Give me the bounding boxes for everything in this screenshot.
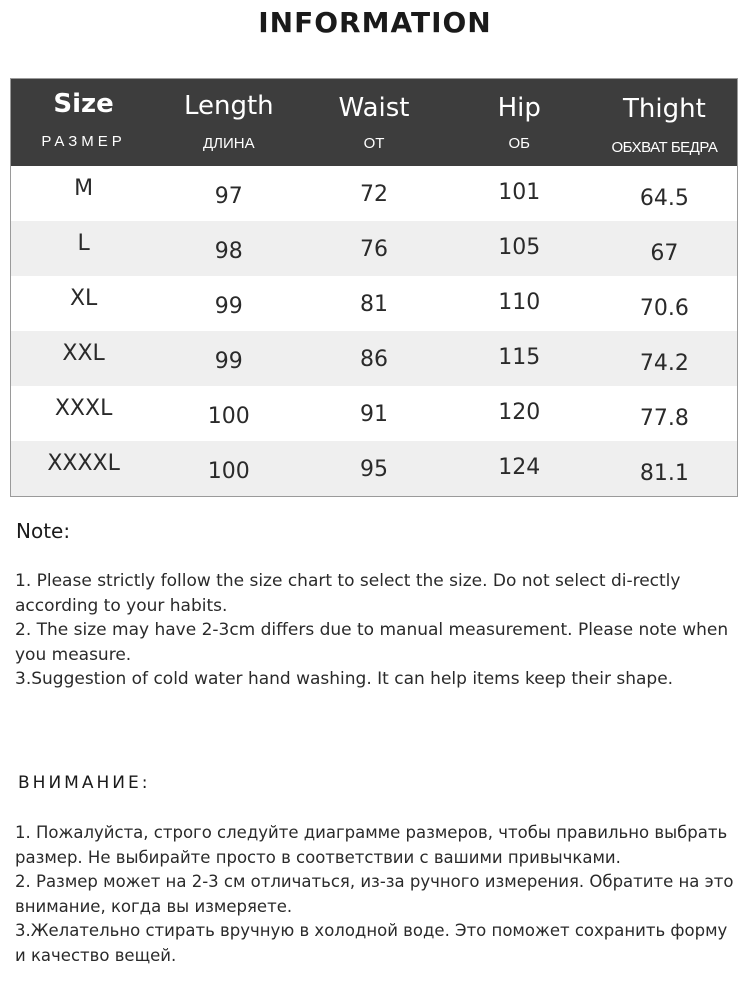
cell-length: 98 (214, 239, 243, 264)
header-size (11, 79, 156, 166)
table-row (11, 386, 737, 441)
table-row (11, 276, 737, 331)
cell-hip: 101 (498, 180, 541, 205)
header-hip-ru: ОБ (508, 135, 530, 152)
header-thigh-ru: ОБХВАТ БЕДРА (611, 139, 718, 156)
cell-waist: 91 (360, 402, 388, 427)
note-item: 1. Please strictly follow the size chart to select the size. Do not select di-rectly according to your habits. (15, 571, 681, 616)
header-hip-en: Hip (497, 93, 541, 123)
cell-length: 100 (207, 459, 250, 484)
cell-size: XL (69, 286, 98, 311)
note-list (15, 569, 735, 692)
cell-hip: 115 (498, 345, 541, 370)
cell-waist: 86 (360, 347, 388, 372)
cell-waist: 72 (360, 182, 388, 207)
table-row (11, 221, 737, 276)
cell-size: XXXL (54, 396, 113, 421)
notice-ru-list (15, 821, 740, 968)
table-row (11, 331, 737, 386)
header-thigh (592, 79, 737, 166)
header-length-ru: ДЛИНА (202, 135, 255, 152)
header-size-ru: РАЗМЕР (41, 133, 126, 150)
page-title: INFORMATION (258, 6, 492, 39)
table-header (11, 79, 737, 166)
cell-thigh: 67 (650, 241, 679, 266)
cell-hip: 124 (498, 455, 541, 480)
note-heading: Note: (16, 519, 71, 543)
cell-hip: 110 (498, 290, 541, 315)
header-hip (447, 79, 592, 166)
header-length (156, 79, 301, 166)
header-size-en: Size (53, 89, 114, 119)
cell-size: L (77, 231, 90, 256)
notice-ru-heading: ВНИМАНИЕ: (18, 773, 151, 793)
table-body (11, 166, 737, 496)
table-row (11, 441, 737, 496)
cell-waist: 95 (360, 457, 388, 482)
notice-ru-item: 2. Размер может на 2-3 см отличаться, из-за ручного измерения. Обратите на это внимание, когда вы измеряете. (15, 872, 734, 916)
cell-length: 100 (207, 404, 250, 429)
header-length-en: Length (183, 91, 274, 121)
note-item: 2. The size may have 2-3cm differs due to manual measurement. Please note when you measure. (15, 620, 729, 665)
cell-waist: 76 (360, 237, 388, 262)
cell-size: XXXXL (47, 451, 120, 476)
header-waist-ru: ОТ (363, 135, 385, 152)
cell-hip: 105 (498, 235, 541, 260)
notice-ru-item: 1. Пожалуйста, строго следуйте диаграмме размеров, чтобы правильно выбрать размер. Не выбирайте просто в соответствии с вашими привычками. (15, 823, 728, 867)
cell-thigh: 64.5 (639, 186, 689, 211)
cell-size: XXL (62, 341, 105, 366)
cell-waist: 81 (360, 292, 388, 317)
cell-hip: 120 (498, 400, 541, 425)
cell-length: 99 (214, 349, 243, 374)
table-row (11, 166, 737, 221)
note-item: 3.Suggestion of cold water hand washing. It can help items keep their shape. (15, 669, 674, 689)
cell-thigh: 77.8 (639, 406, 689, 431)
size-chart-table (10, 78, 738, 497)
cell-length: 99 (214, 294, 243, 319)
cell-thigh: 70.6 (639, 296, 689, 321)
cell-length: 97 (214, 184, 243, 209)
cell-thigh: 74.2 (639, 351, 689, 376)
cell-size: M (74, 176, 94, 201)
header-waist (301, 79, 446, 166)
notice-ru-item: 3.Желательно стирать вручную в холодной воде. Это поможет сохранить форму и качество вещей. (15, 921, 728, 965)
cell-thigh: 81.1 (639, 461, 689, 486)
header-thigh-en: Thight (623, 94, 706, 124)
header-waist-en: Waist (338, 93, 410, 123)
